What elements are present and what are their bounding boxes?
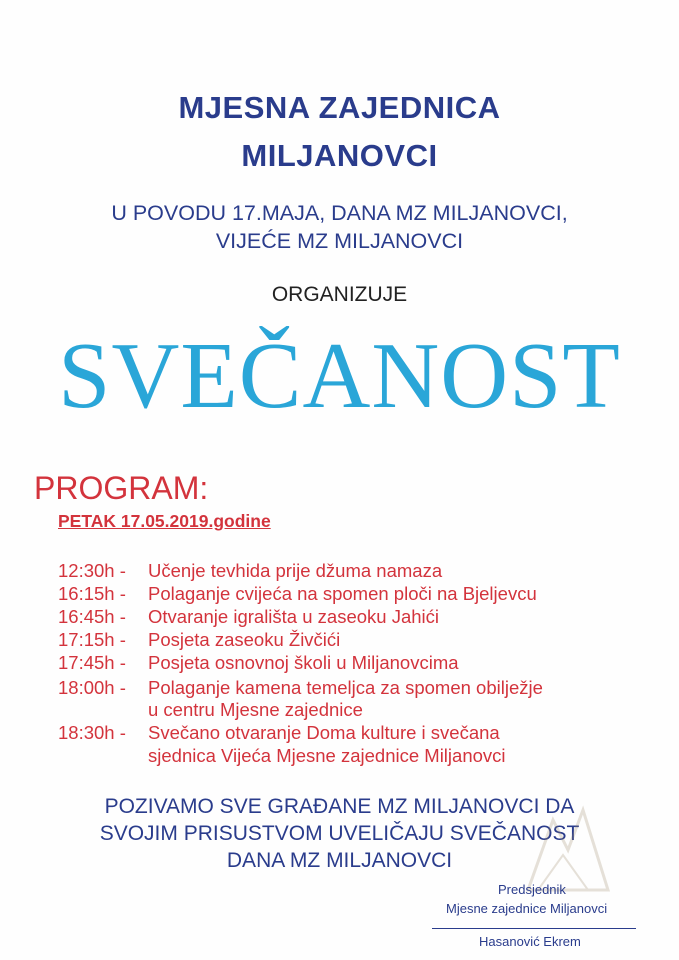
signature-organization: Mjesne zajednice Miljanovci (446, 901, 608, 916)
program-item-time: 16:15h - (58, 583, 126, 604)
program-item-time: 18:00h - (58, 677, 126, 698)
title-line-1: MJESNA ZAJEDNICA (178, 90, 501, 125)
program-heading: PROGRAM: (34, 470, 209, 506)
program-item (58, 583, 537, 605)
program-item (58, 722, 500, 744)
program-item-time: 17:15h - (58, 629, 126, 650)
program-item-text: Posjeta zaseoku Živčići (148, 629, 341, 650)
program-item-time: 17:45h - (58, 652, 126, 673)
intro-line-1: U POVODU 17.MAJA, DANA MZ MILJANOVCI, (111, 201, 568, 225)
signature-line (432, 928, 636, 929)
invitation-line-3: DANA MZ MILJANOVCI (226, 849, 453, 872)
program-item (58, 560, 442, 582)
program-item-text: Svečano otvaranje Doma kulture i svečana (148, 722, 500, 743)
event-headline: SVEČANOST (58, 324, 621, 428)
program-date: PETAK 17.05.2019.godine (58, 511, 271, 531)
program-item-time: 16:45h - (58, 606, 126, 627)
program-item (58, 629, 340, 651)
intro-line-2: VIJEĆE MZ MILJANOVCI (215, 229, 464, 253)
program-item-continuation: sjednica Vijeća Mjesne zajednice Miljanovci (148, 745, 506, 766)
program-item-text: Polaganje kamena temeljca za spomen obilježje (148, 677, 543, 698)
signature-name: Hasanović Ekrem (479, 934, 581, 949)
signature-role: Predsjednik (498, 882, 566, 897)
program-item-text: Posjeta osnovnoj školi u Miljanovcima (148, 652, 459, 673)
program-item-time: 18:30h - (58, 722, 126, 743)
program-item-text: Polaganje cvijeća na spomen ploči na Bjeljevcu (148, 583, 537, 604)
program-item-continuation: u centru Mjesne zajednice (148, 699, 363, 720)
program-item (58, 606, 439, 628)
program-item-text: Otvaranje igrališta u zaseoku Jahići (148, 606, 440, 627)
program-item-time: 12:30h - (58, 560, 126, 581)
invitation-line-2: SVOJIM PRISUSTVOM UVELIČAJU SVEČANOST (99, 822, 580, 845)
title-line-2: MILJANOVCI (241, 138, 438, 173)
invitation-line-1: POZIVAMO SVE GRAĐANE MZ MILJANOVCI DA (104, 795, 575, 818)
organizuje-text: ORGANIZUJE (271, 283, 408, 306)
program-item-text: Učenje tevhida prije džuma namaza (148, 560, 443, 581)
program-item (58, 677, 543, 699)
program-item (58, 652, 459, 674)
